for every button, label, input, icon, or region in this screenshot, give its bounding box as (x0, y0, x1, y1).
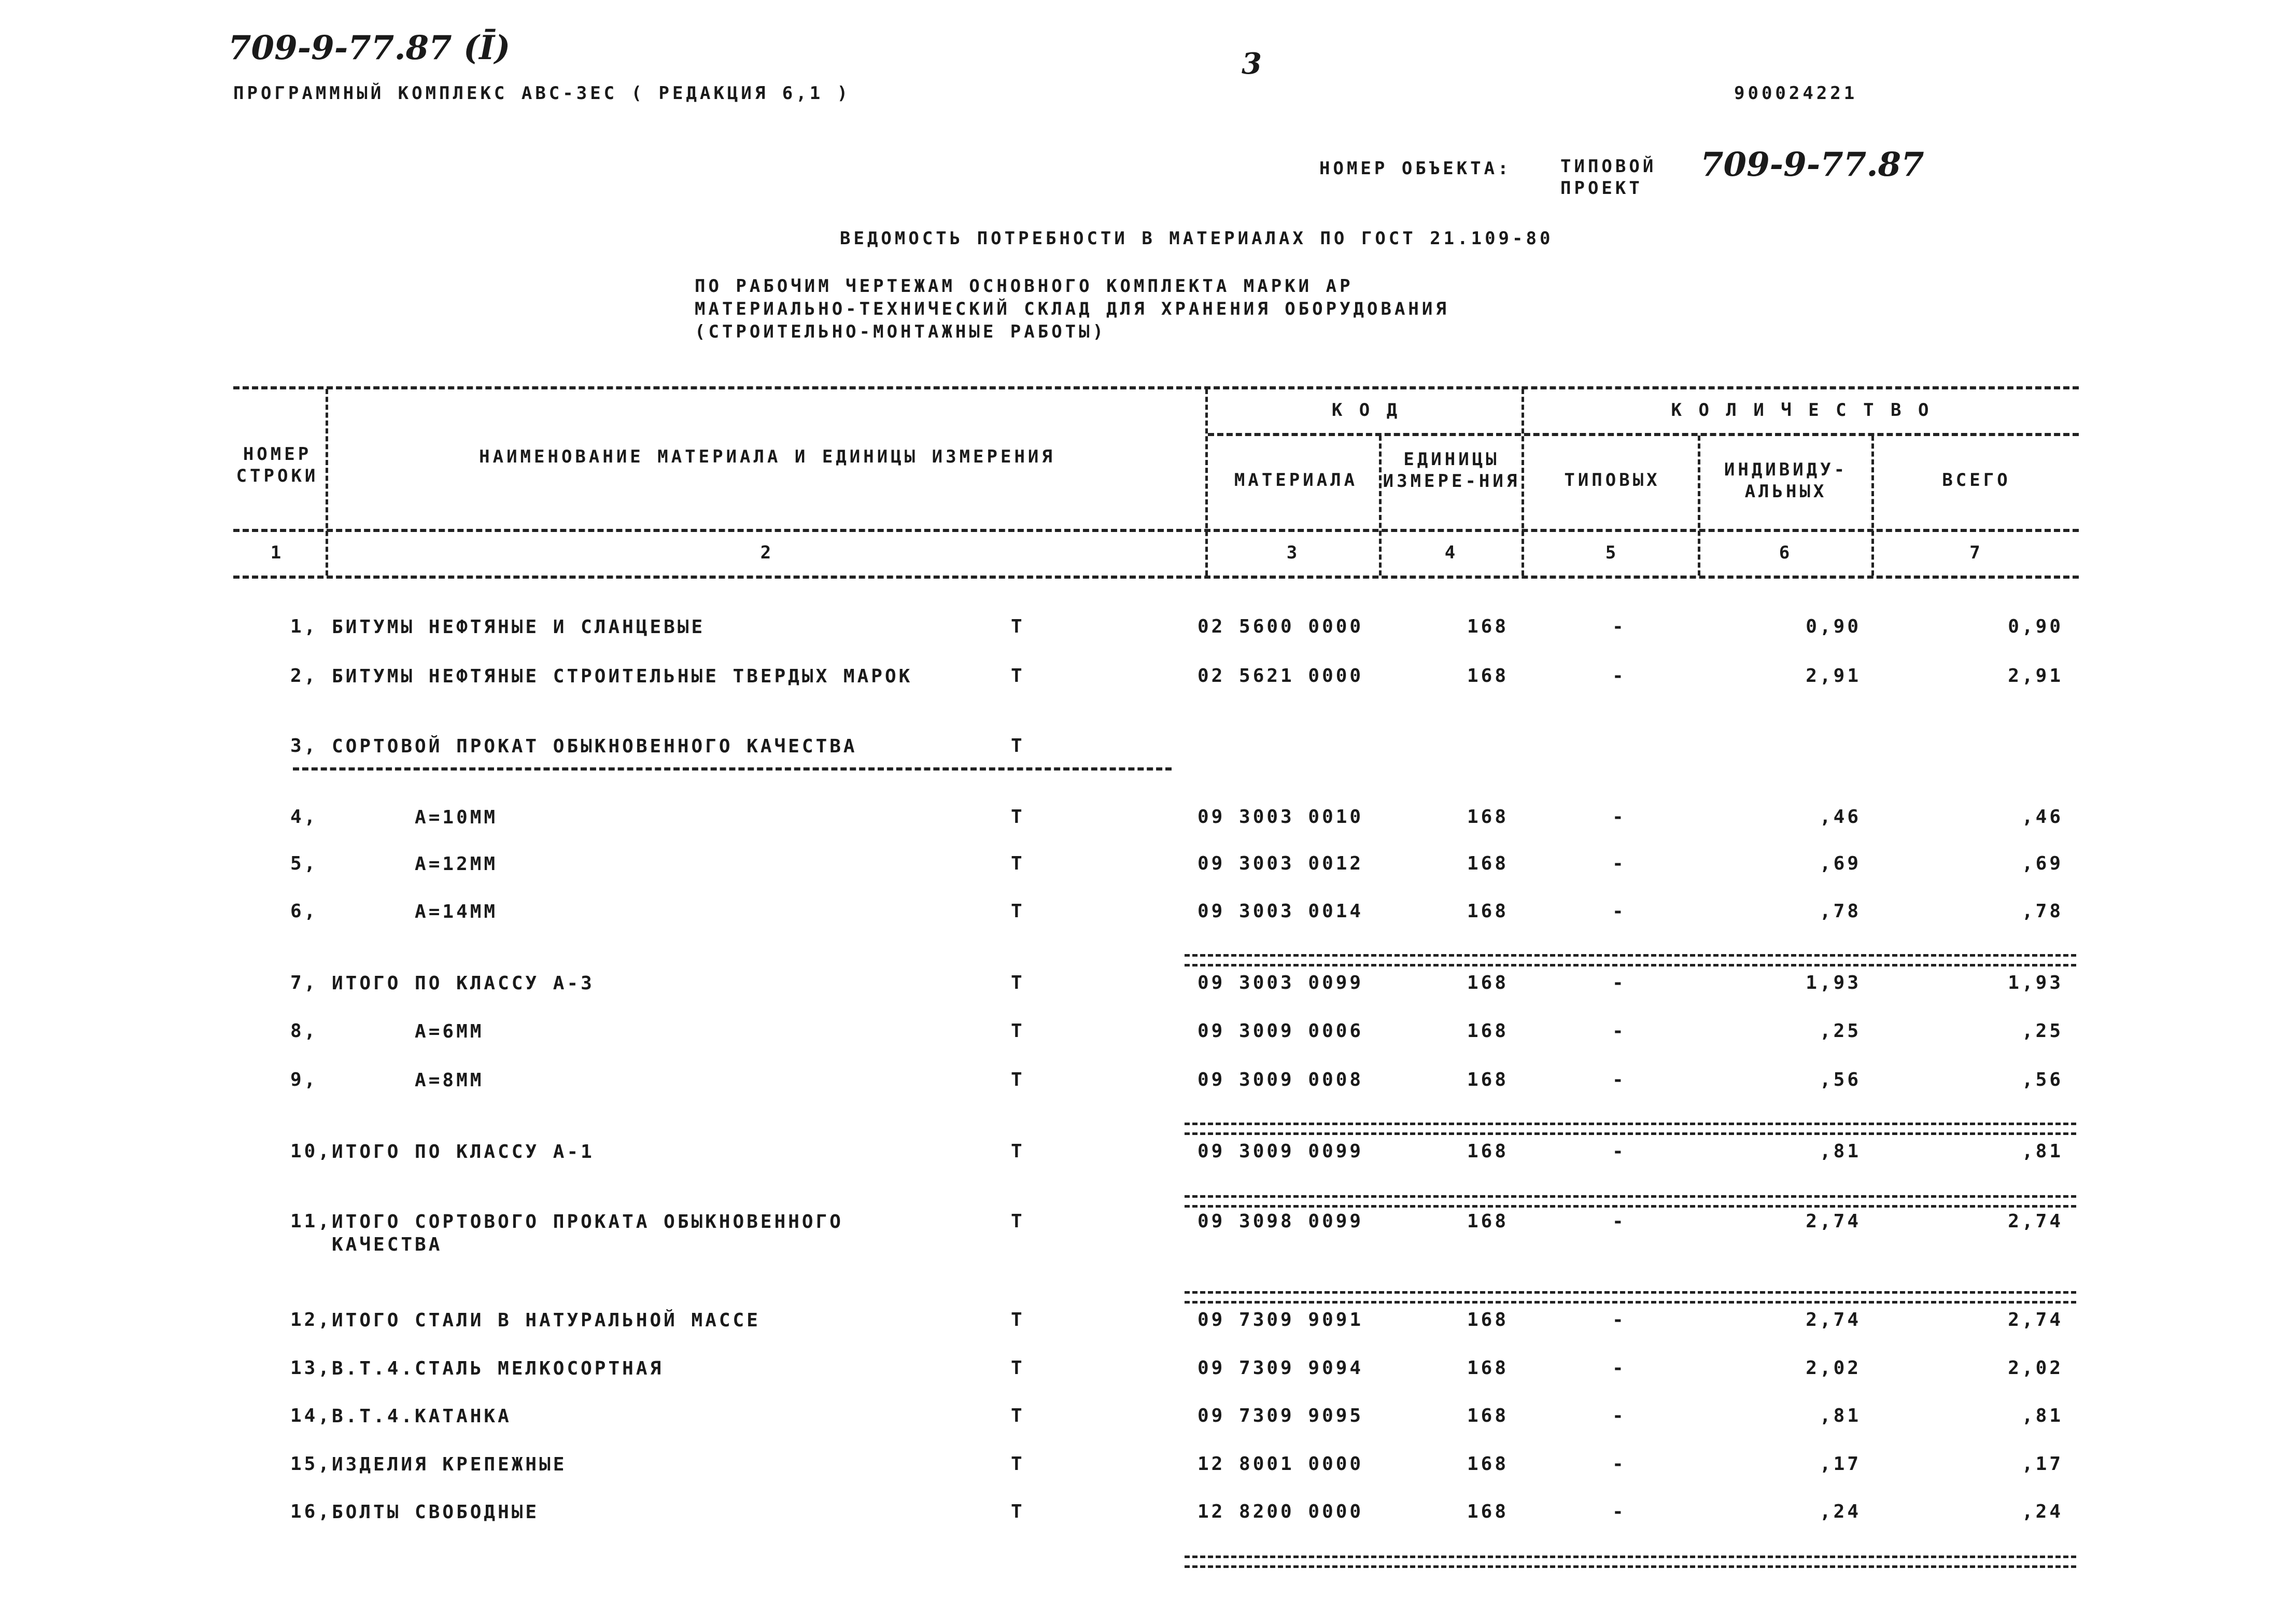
col-number: 4 (1444, 542, 1459, 563)
page-number: 3 (1242, 47, 1262, 81)
col-separator (326, 389, 328, 576)
qty-total: ,78 (2021, 901, 2063, 922)
col-number: 1 (270, 542, 285, 563)
unit: Т (1011, 665, 1025, 687)
unit-code: 168 (1467, 901, 1509, 922)
program-line: ПРОГРАММНЫЙ КОМПЛЕКС АВС-3ЕС ( РЕДАКЦИЯ 6,1 ) (233, 83, 851, 104)
material-code: 09 3003 0099 (1198, 972, 1364, 993)
material-code: 02 5600 0000 (1198, 616, 1364, 637)
header-code-group: К О Д (1331, 400, 1401, 421)
material-name: ИТОГО ПО КЛАССУ А-3 (332, 973, 595, 994)
qty-individual: 0,90 (1806, 616, 1861, 637)
subtotal-separator (1185, 1195, 2076, 1208)
qty-total: ,25 (2021, 1020, 2063, 1042)
object-type: ТИПОВОЙ ПРОЕКТ (1560, 156, 1657, 199)
header-row-number: НОМЕР СТРОКИ (236, 444, 319, 486)
row-number: 13, (290, 1357, 332, 1379)
material-code: 09 3009 0006 (1198, 1020, 1364, 1042)
col-separator (1205, 389, 1208, 576)
subtitle-line: МАТЕРИАЛЬНО-ТЕХНИЧЕСКИЙ СКЛАД ДЛЯ ХРАНЕНИЯ ОБОРУДОВАНИЯ (695, 299, 1449, 319)
qty-individual: ,56 (1819, 1069, 1861, 1090)
subtitle (695, 275, 1449, 343)
unit-code: 168 (1467, 853, 1509, 874)
material-name: А=10ММ (332, 807, 498, 828)
qty-individual: ,46 (1819, 806, 1861, 828)
col-number: 2 (760, 542, 774, 563)
qty-total: ,56 (2021, 1069, 2063, 1090)
row-number: 16, (290, 1501, 332, 1522)
group-divider (1208, 433, 2079, 436)
qty-typical: - (1612, 1453, 1626, 1475)
material-name: СОРТОВОЙ ПРОКАТ ОБЫКНОВЕННОГО КАЧЕСТВА (332, 736, 857, 757)
unit-code: 168 (1467, 1405, 1509, 1426)
qty-individual: 2,74 (1806, 1309, 1861, 1330)
document-code: 709-9-77.87 (Ī) (228, 29, 511, 67)
print-id: 900024221 (1734, 83, 1858, 104)
qty-individual: ,78 (1819, 901, 1861, 922)
row-number: 1, (290, 616, 318, 637)
unit: Т (1011, 1020, 1025, 1042)
material-code: 09 3098 0099 (1198, 1211, 1364, 1232)
row-number: 15, (290, 1453, 332, 1475)
material-name: В.Т.4.КАТАНКА (332, 1406, 512, 1427)
unit-code: 168 (1467, 972, 1509, 993)
qty-typical: - (1612, 1020, 1626, 1042)
row-number: 14, (290, 1405, 332, 1426)
qty-typical: - (1612, 1069, 1626, 1090)
qty-individual: ,81 (1819, 1405, 1861, 1426)
qty-typical: - (1612, 665, 1626, 687)
unit-code: 168 (1467, 665, 1509, 687)
material-name: ИТОГО ПО КЛАССУ А-1 (332, 1141, 595, 1162)
row-number: 11, (290, 1211, 332, 1232)
sheet-title: ВЕДОМОСТЬ ПОТРЕБНОСТИ В МАТЕРИАЛАХ ПО ГОСТ 21.109-80 (840, 228, 1554, 249)
material-code: 12 8001 0000 (1198, 1453, 1364, 1475)
row-number: 12, (290, 1309, 332, 1330)
header-divider (233, 529, 2079, 532)
row-number: 9, (290, 1069, 318, 1090)
material-code: 09 7309 9094 (1198, 1357, 1364, 1379)
qty-individual: 2,74 (1806, 1211, 1861, 1232)
unit: Т (1011, 1357, 1025, 1379)
qty-total: 2,91 (2008, 665, 2063, 687)
unit: Т (1011, 1211, 1025, 1232)
qty-total: ,69 (2021, 853, 2063, 874)
qty-typical: - (1612, 806, 1626, 828)
section-underline (293, 767, 1172, 771)
qty-individual: ,81 (1819, 1141, 1861, 1162)
table-end-separator (1185, 1556, 2076, 1568)
row-number: 5, (290, 853, 318, 874)
unit-code: 168 (1467, 1020, 1509, 1042)
row-number: 4, (290, 806, 318, 828)
unit-code: 168 (1467, 1069, 1509, 1090)
qty-total: 0,90 (2008, 616, 2063, 637)
qty-typical: - (1612, 1501, 1626, 1522)
material-name: А=12ММ (332, 853, 498, 875)
row-number: 10, (290, 1141, 332, 1162)
unit-code: 168 (1467, 1309, 1509, 1330)
qty-individual: 1,93 (1806, 972, 1861, 993)
qty-individual: 2,91 (1806, 665, 1861, 687)
unit-code: 168 (1467, 1141, 1509, 1162)
unit: Т (1011, 1141, 1025, 1162)
unit: Т (1011, 806, 1025, 828)
unit: Т (1011, 735, 1025, 757)
qty-individual: ,25 (1819, 1020, 1861, 1042)
material-code: 12 8200 0000 (1198, 1501, 1364, 1522)
material-name: ИТОГО СТАЛИ В НАТУРАЛЬНОЙ МАССЕ (332, 1310, 760, 1331)
subtotal-separator (1185, 1123, 2076, 1135)
qty-total: 2,02 (2008, 1357, 2063, 1379)
unit: Т (1011, 901, 1025, 922)
row-number: 8, (290, 1020, 318, 1042)
material-name: БИТУМЫ НЕФТЯНЫЕ И СЛАНЦЕВЫЕ (332, 617, 706, 638)
header-material-name: НАИМЕНОВАНИЕ МАТЕРИАЛА И ЕДИНИЦЫ ИЗМЕРЕНИЯ (479, 446, 1055, 467)
subtotal-separator (1185, 1291, 2076, 1304)
row-number: 7, (290, 972, 318, 993)
col-number: 7 (1969, 542, 1983, 563)
unit: Т (1011, 1453, 1025, 1475)
material-name: В.Т.4.СТАЛЬ МЕЛКОСОРТНАЯ (332, 1358, 664, 1379)
colnum-divider (233, 576, 2079, 579)
unit-code: 168 (1467, 616, 1509, 637)
unit-code: 168 (1467, 1501, 1509, 1522)
table-top-border (233, 386, 2079, 389)
unit-code: 168 (1467, 1453, 1509, 1475)
material-name: ИТОГО СОРТОВОГО ПРОКАТА ОБЫКНОВЕННОГО КАЧЕСТВА (332, 1211, 843, 1255)
qty-typical: - (1612, 1211, 1626, 1232)
qty-typical: - (1612, 1405, 1626, 1426)
unit: Т (1011, 1069, 1025, 1090)
subtitle-line: (СТРОИТЕЛЬНО-МОНТАЖНЫЕ РАБОТЫ) (695, 321, 1107, 342)
header-code-material: МАТЕРИАЛА (1234, 470, 1358, 491)
unit: Т (1011, 1309, 1025, 1330)
qty-total: ,81 (2021, 1405, 2063, 1426)
header-qty-individual: ИНДИВИДУ-АЛЬНЫХ (1724, 459, 1848, 502)
unit: Т (1011, 616, 1025, 637)
qty-total: ,81 (2021, 1141, 2063, 1162)
row-number: 2, (290, 665, 318, 687)
subtotal-separator (1185, 954, 2076, 966)
qty-individual: 2,02 (1806, 1357, 1861, 1379)
object-code: 709-9-77.87 (1700, 145, 1924, 184)
material-name: БОЛТЫ СВОБОДНЫЕ (332, 1502, 540, 1523)
qty-total: ,17 (2021, 1453, 2063, 1475)
col-number: 5 (1605, 542, 1619, 563)
qty-individual: ,69 (1819, 853, 1861, 874)
qty-typical: - (1612, 972, 1626, 993)
row-number: 3, (290, 735, 318, 757)
unit: Т (1011, 972, 1025, 993)
unit-code: 168 (1467, 1357, 1509, 1379)
row-number: 6, (290, 901, 318, 922)
qty-total: 1,93 (2008, 972, 2063, 993)
material-name: А=8ММ (332, 1070, 484, 1091)
qty-typical: - (1612, 901, 1626, 922)
unit-code: 168 (1467, 806, 1509, 828)
material-name: А=6ММ (332, 1021, 484, 1042)
material-code: 09 3003 0014 (1198, 901, 1364, 922)
material-name: А=14ММ (332, 901, 498, 922)
header-qty-typical: ТИПОВЫХ (1564, 470, 1660, 491)
qty-individual: ,24 (1819, 1501, 1861, 1522)
material-code: 02 5621 0000 (1198, 665, 1364, 687)
qty-typical: - (1612, 1141, 1626, 1162)
qty-typical: - (1612, 616, 1626, 637)
header-code-unit: ЕДИНИЦЫ ИЗМЕРЕ-НИЯ (1383, 449, 1520, 492)
col-separator (1522, 389, 1524, 576)
qty-typical: - (1612, 1309, 1626, 1330)
col-number: 6 (1779, 542, 1793, 563)
material-code: 09 3003 0012 (1198, 853, 1364, 874)
qty-total: 2,74 (2008, 1211, 2063, 1232)
header-qty-total: ВСЕГО (1942, 470, 2011, 491)
subtitle-line: ПО РАБОЧИМ ЧЕРТЕЖАМ ОСНОВНОГО КОМПЛЕКТА МАРКИ АР (695, 276, 1354, 297)
material-name: ИЗДЕЛИЯ КРЕПЕЖНЫЕ (332, 1454, 567, 1475)
material-code: 09 3009 0099 (1198, 1141, 1364, 1162)
qty-typical: - (1612, 1357, 1626, 1379)
qty-total: 2,74 (2008, 1309, 2063, 1330)
qty-total: ,24 (2021, 1501, 2063, 1522)
col-number: 3 (1286, 542, 1301, 563)
unit: Т (1011, 1405, 1025, 1426)
material-name: БИТУМЫ НЕФТЯНЫЕ СТРОИТЕЛЬНЫЕ ТВЕРДЫХ МАРОК (332, 666, 913, 687)
unit-code: 168 (1467, 1211, 1509, 1232)
material-code: 09 3003 0010 (1198, 806, 1364, 828)
header-qty-group: К О Л И Ч Е С Т В О (1671, 400, 1932, 421)
object-label: НОМЕР ОБЪЕКТА: (1319, 158, 1512, 179)
material-code: 09 3009 0008 (1198, 1069, 1364, 1090)
material-code: 09 7309 9095 (1198, 1405, 1364, 1426)
material-code: 09 7309 9091 (1198, 1309, 1364, 1330)
qty-typical: - (1612, 853, 1626, 874)
qty-individual: ,17 (1819, 1453, 1861, 1475)
qty-total: ,46 (2021, 806, 2063, 828)
unit: Т (1011, 853, 1025, 874)
unit: Т (1011, 1501, 1025, 1522)
